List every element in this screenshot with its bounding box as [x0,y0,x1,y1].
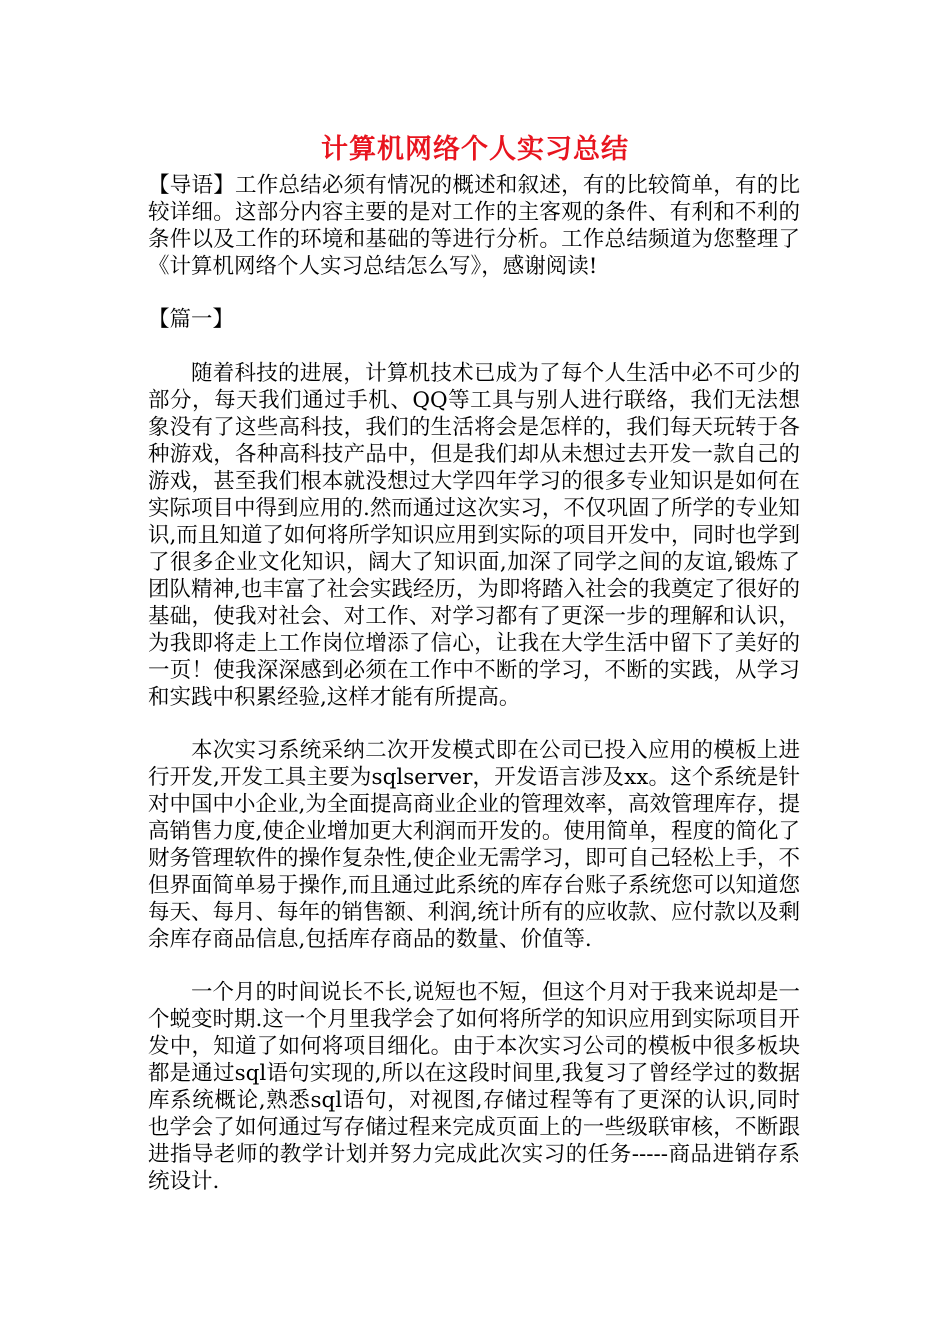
body-paragraph-2: 本次实习系统采纳二次开发模式即在公司已投入应用的模板上进行开发,开发工具主要为sqlserver，开发语言涉及xx。这个系统是针对中国中小企业,为全面提高商业企业的管理效率，高效管理库存，提高销售力度,使企业增加更大利润而开发的。使用简单，程度的简化了财务管理软件的操作复杂性,使企业无需学习，即可自己轻松上手，不但界面简单易于操作,而且通过此系统的库存台账子系统您可以知道您每天、每月、每年的销售额、利润,统计所有的应收款、应付款以及剩余库存商品信息,包括库存商品的数量、价值等. [148,738,800,952]
body-paragraph-1: 随着科技的进展，计算机技术已成为了每个人生活中必不可少的部分，每天我们通过手机、QQ等工具与别人进行联络，我们无法想象没有了这些高科技，我们的生活将会是怎样的，我们每天玩转于各种游戏，各种高科技产品中，但是我们却从未想过去开发一款自己的游戏，甚至我们根本就没想过大学四年学习的很多专业知识是如何在实际项目中得到应用的.然而通过这次实习，不仅巩固了所学的专业知识,而且知道了如何将所学知识应用到实际的项目开发中，同时也学到了很多企业文化知识，阔大了知识面,加深了同学之间的友谊,锻炼了团队精神,也丰富了社会实践经历，为即将踏入社会的我奠定了很好的基础，使我对社会、对工作、对学习都有了更深一步的理解和认识，为我即将走上工作岗位增添了信心，让我在大学生活中留下了美好的一页！使我深深感到必须在工作中不断的学习，不断的实践，从学习和实践中积累经验,这样才能有所提高。 [148,361,800,710]
intro-paragraph: 【导语】工作总结必须有情况的概述和叙述，有的比较简单，有的比较详细。这部分内容主要的是对工作的主客观的条件、有利和不利的条件以及工作的环境和基础的等进行分析。工作总结频道为您整理了《计算机网络个人实习总结怎么写》，感谢阅读! [148,173,800,279]
body-paragraph-3: 一个月的时间说长不长,说短也不短，但这个月对于我来说却是一个蜕变时期.这一个月里我学会了如何将所学的知识应用到实际项目开发中，知道了如何将项目细化。由于本次实习公司的模板中很多板块都是通过sql语句实现的,所以在这段时间里,我复习了曾经学过的数据库系统概论,熟悉sql语句，对视图,存储过程等有了更深的认识,同时也学会了如何通过写存储过程来完成页面上的一些级联审核，不断跟进指导老师的教学计划并努力完成此次实习的任务-----商品进销存系统设计. [148,980,800,1194]
document-title: 计算机网络个人实习总结 [321,134,629,165]
document-body [148,172,800,1221]
section-heading-part-one: 【篇一】 [148,307,235,332]
